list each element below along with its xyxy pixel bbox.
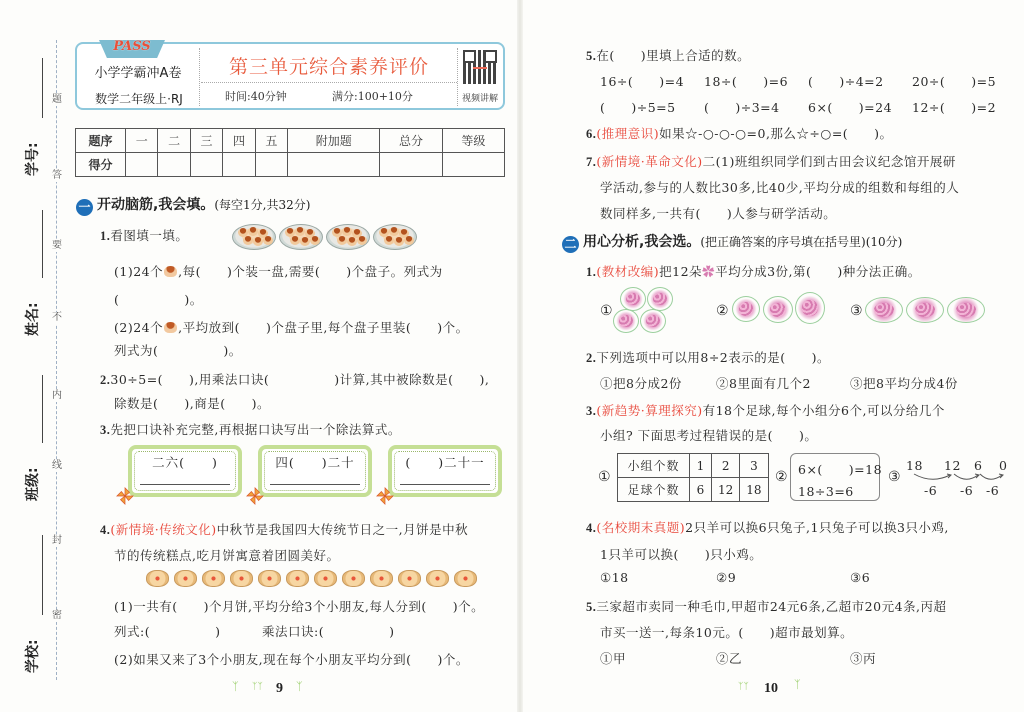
question-text: 二(1)班组织同学们到古田会议纪念馆开展研 bbox=[702, 154, 956, 169]
question-text: 在( )里填上合适的数。 bbox=[596, 48, 751, 63]
question-7-line-3: 数同样多,一共有( )人参与研学活动。 bbox=[600, 206, 837, 221]
option[interactable]: ①甲 bbox=[600, 651, 627, 666]
pinwheel-icon bbox=[376, 487, 394, 505]
answer-line[interactable] bbox=[400, 484, 490, 485]
option-label[interactable]: ③ bbox=[888, 469, 902, 485]
sprout-icon: ᛉᛉ bbox=[252, 682, 263, 692]
option[interactable]: ②8里面有几个2 bbox=[716, 376, 811, 391]
page-number: 9 bbox=[276, 681, 283, 696]
option-label[interactable]: ① bbox=[598, 469, 612, 485]
table-cell: 五 bbox=[255, 129, 287, 153]
answer-line[interactable] bbox=[270, 484, 360, 485]
question-1-part-2: (2)24个 ,平均放到( )个盘子里,每个盘子里装( )个。 bbox=[114, 320, 469, 335]
score-input-cell[interactable] bbox=[255, 153, 287, 177]
question-number: 1. bbox=[586, 265, 597, 279]
page-number: 10 bbox=[764, 681, 778, 696]
right-page bbox=[520, 0, 1024, 712]
rhyme-box[interactable] bbox=[258, 445, 372, 497]
question-text: 30÷5=( ),用乘法口诀( )计算,其中被除数是( ), bbox=[110, 372, 490, 387]
question-text: 下列选项中可以用8÷2表示的是( )。 bbox=[596, 350, 831, 365]
mooncake-icon bbox=[398, 570, 421, 587]
choice-question-2 bbox=[586, 348, 830, 366]
question-7-line-2: 学活动,参与的人数比30多,比40少,平均分成的组数和每组的人 bbox=[600, 180, 960, 195]
option[interactable]: ③丙 bbox=[850, 651, 877, 666]
flower-group-icon bbox=[620, 287, 646, 311]
equation-blank[interactable]: 12÷( )=2 bbox=[912, 100, 997, 115]
rhyme-box[interactable] bbox=[128, 445, 242, 497]
section-note: (把正确答案的序号填在括号里)(10分) bbox=[700, 235, 903, 249]
question-number: 3. bbox=[586, 404, 597, 418]
question-number: 4. bbox=[586, 521, 597, 535]
flower-icon: ✿ bbox=[702, 264, 716, 279]
mooncake-icon bbox=[370, 570, 393, 587]
school-label: 学校: bbox=[25, 639, 41, 673]
divider bbox=[199, 48, 200, 106]
seal-word: 答 bbox=[52, 170, 62, 181]
flower-group-icon bbox=[640, 309, 666, 333]
question-text: 中秋节是我国四大传统节日之一,月饼是中秋 bbox=[216, 522, 469, 537]
sequence-number: 6 bbox=[974, 458, 983, 473]
question-number: 1. bbox=[100, 229, 111, 243]
table-cell: 二 bbox=[158, 129, 190, 153]
question-number: 5. bbox=[586, 49, 597, 63]
question-text: 2只羊可以换6只兔子,1只兔子可以换3只小鸡, bbox=[685, 520, 949, 535]
rhyme-text: 四( )二十 bbox=[275, 455, 355, 470]
question-tag: (推理意识) bbox=[596, 126, 660, 141]
class-label: 班级: bbox=[25, 467, 41, 501]
bun-icon bbox=[164, 266, 177, 277]
table-cell: 3 bbox=[740, 454, 768, 478]
time-limit: 时间:40分钟 bbox=[225, 90, 287, 103]
question-tag: (新趋势·算理探究) bbox=[596, 403, 703, 418]
sprout-icon: ᛉ bbox=[794, 678, 801, 691]
rhyme-blank[interactable]: 乘法口诀:( ) bbox=[262, 624, 395, 639]
table-row bbox=[76, 129, 505, 153]
section-badge: 二 bbox=[562, 236, 579, 253]
question-number: 4. bbox=[100, 523, 111, 537]
school-line[interactable] bbox=[42, 535, 43, 615]
mooncake-icon bbox=[146, 570, 169, 587]
choice-question-3-line-2: 小组? 下面思考过程错误的是( )。 bbox=[600, 428, 818, 443]
exam-header bbox=[75, 39, 505, 110]
score-input-cell[interactable] bbox=[126, 153, 158, 177]
question-2-line-2: 除数是( ),商是( )。 bbox=[114, 396, 270, 411]
table-cell: 附加题 bbox=[288, 129, 380, 153]
table-cell: 三 bbox=[190, 129, 222, 153]
table-cell: 一 bbox=[126, 129, 158, 153]
seal-word: 要 bbox=[52, 240, 62, 251]
table-cell: 等级 bbox=[442, 129, 504, 153]
step-label: -6 bbox=[960, 483, 974, 498]
seal-word: 题 bbox=[52, 94, 62, 105]
option-label[interactable]: ② bbox=[775, 469, 789, 485]
question-text: 三家超市卖同一种毛巾,甲超市24元6条,乙超市20元4条,丙超 bbox=[596, 599, 947, 614]
question-2 bbox=[100, 370, 489, 388]
qr-code-icon[interactable] bbox=[463, 50, 497, 84]
option[interactable]: ②乙 bbox=[716, 651, 743, 666]
pinwheel-icon bbox=[246, 487, 264, 505]
divider bbox=[201, 82, 457, 83]
exam-title: 第三单元综合素养评价 bbox=[228, 56, 429, 78]
option-label[interactable]: ② bbox=[716, 303, 730, 319]
score-table bbox=[75, 128, 505, 177]
option-label[interactable]: ① bbox=[600, 303, 614, 319]
score-input-cell[interactable] bbox=[288, 153, 380, 177]
option[interactable]: ①把8分成2份 bbox=[600, 376, 682, 391]
binding-strip bbox=[0, 40, 80, 680]
seal-word: 线 bbox=[52, 460, 62, 471]
seal-line bbox=[56, 40, 57, 680]
sprout-icon: ᛉ bbox=[296, 680, 303, 693]
student-name-field[interactable] bbox=[22, 210, 46, 340]
sequence-number: 0 bbox=[999, 458, 1008, 473]
table-cell: 小组个数 bbox=[618, 454, 690, 478]
flower-group-icon bbox=[613, 309, 639, 333]
question-number: 2. bbox=[100, 373, 111, 387]
class-line[interactable] bbox=[42, 375, 43, 443]
mooncake-icon bbox=[230, 570, 253, 587]
section-title: 开动脑筋,我会填。 bbox=[97, 197, 215, 213]
choice-question-5 bbox=[586, 597, 947, 615]
score-input-cell[interactable] bbox=[190, 153, 222, 177]
question-tag: (新情境·传统文化) bbox=[110, 522, 217, 537]
question-number: 5. bbox=[586, 600, 597, 614]
question-number: 7. bbox=[586, 155, 597, 169]
question-4-part-1: (1)一共有( )个月饼,平均分给3个小朋友,每人分到( )个。 bbox=[114, 599, 485, 614]
table-cell: 2 bbox=[712, 454, 740, 478]
mooncake-icon bbox=[174, 570, 197, 587]
seal-word: 内 bbox=[52, 390, 62, 401]
grouping-table bbox=[617, 453, 769, 502]
question-3 bbox=[100, 420, 401, 438]
flower-group-icon bbox=[763, 296, 793, 323]
section-title: 用心分析,我会选。 bbox=[583, 234, 701, 250]
mooncake-icon bbox=[314, 570, 337, 587]
question-1 bbox=[100, 226, 188, 244]
choice-question-4 bbox=[586, 518, 949, 536]
rhyme-text: ( )二十一 bbox=[405, 455, 485, 470]
equation-blank[interactable]: 6×( )=24 bbox=[808, 100, 893, 115]
sprout-icon: ᛉ bbox=[232, 680, 239, 693]
table-cell: 6 bbox=[690, 478, 712, 502]
bun-icon bbox=[164, 322, 177, 333]
flower-group-icon bbox=[947, 297, 985, 323]
equation-blank[interactable]: ( )÷4=2 bbox=[808, 74, 884, 89]
question-1-part-1: (1)24个 ,每( )个装一盘,需要( )个盘子。列式为 bbox=[114, 264, 443, 279]
question-number: 2. bbox=[586, 351, 597, 365]
option[interactable]: ③6 bbox=[850, 570, 871, 585]
mooncake-icon bbox=[454, 570, 477, 587]
question-tag: (新情境·革命文化) bbox=[596, 154, 703, 169]
video-explanation-label: 视频讲解 bbox=[461, 94, 498, 104]
table-row bbox=[76, 153, 505, 177]
section-badge: 一 bbox=[76, 199, 93, 216]
class-field[interactable] bbox=[22, 375, 46, 505]
question-4-part-2: (2)如果又来了3个小朋友,现在每个小朋友平均分到( )个。 bbox=[114, 652, 469, 667]
sequence-number: 12 bbox=[944, 458, 961, 473]
score-input-cell[interactable] bbox=[158, 153, 190, 177]
question-text: 先把口诀补充完整,再根据口诀写出一个除法算式。 bbox=[110, 422, 401, 437]
option[interactable]: ③把8平均分成4份 bbox=[850, 376, 958, 391]
question-tag: (教材改编) bbox=[596, 264, 660, 279]
equation-blank[interactable]: ( )÷5=5 bbox=[600, 100, 676, 115]
choice-question-3 bbox=[586, 401, 945, 419]
seal-word: 密 bbox=[52, 610, 62, 621]
full-score: 满分:100+10分 bbox=[332, 90, 413, 103]
student-number-line[interactable] bbox=[42, 58, 43, 118]
mooncake-icon bbox=[258, 570, 281, 587]
series-name: 小学学霸冲A卷 bbox=[94, 66, 182, 81]
student-number-label: 学号: bbox=[25, 142, 41, 176]
student-name-line[interactable] bbox=[42, 210, 43, 278]
equation-line: 18÷3=6 bbox=[798, 484, 854, 499]
question-4 bbox=[100, 520, 468, 538]
pass-logo: PASS bbox=[113, 39, 151, 54]
table-row bbox=[618, 454, 769, 478]
formula-blank[interactable]: 列式:( ) bbox=[114, 624, 221, 639]
mooncake-icon bbox=[342, 570, 365, 587]
mooncake-icon bbox=[202, 570, 225, 587]
question-text: 如果☆-○-○-○=0,那么☆÷○=( )。 bbox=[659, 126, 893, 141]
question-tag: (名校期末真题) bbox=[596, 520, 686, 535]
table-cell: 总分 bbox=[380, 129, 442, 153]
option[interactable]: ②9 bbox=[716, 570, 737, 585]
question-7 bbox=[586, 152, 956, 170]
mooncake-icon bbox=[426, 570, 449, 587]
flower-group-icon bbox=[865, 297, 903, 323]
equation-blank[interactable]: ( )÷3=4 bbox=[704, 100, 780, 115]
pinwheel-icon bbox=[116, 487, 134, 505]
grade-label: 数学二年级上·RJ bbox=[95, 92, 183, 106]
mooncake-icon bbox=[286, 570, 309, 587]
answer-line[interactable] bbox=[140, 484, 230, 485]
choice-question-5-line-2: 市买一送一,每条10元。( )超市最划算。 bbox=[600, 625, 854, 640]
rhyme-box[interactable] bbox=[388, 445, 502, 497]
option-label[interactable]: ③ bbox=[850, 303, 864, 319]
question-4-line-2: 节的传统糕点,吃月饼寓意着团圆美好。 bbox=[114, 548, 340, 563]
rhyme-text: 二六( ) bbox=[152, 455, 218, 470]
table-cell: 得分 bbox=[76, 153, 126, 177]
question-6 bbox=[586, 124, 893, 142]
question-number: 6. bbox=[586, 127, 597, 141]
answer-blank[interactable]: ( )。 bbox=[114, 292, 203, 307]
equation-blank[interactable]: 16÷( )=4 bbox=[600, 74, 685, 89]
student-name-label: 姓名: bbox=[25, 302, 41, 336]
table-row bbox=[618, 478, 769, 502]
table-cell: 1 bbox=[690, 454, 712, 478]
table-cell: 12 bbox=[712, 478, 740, 502]
sequence-number: 18 bbox=[906, 458, 923, 473]
equation-blank[interactable]: 20÷( )=5 bbox=[912, 74, 997, 89]
answer-blank[interactable]: 列式为( )。 bbox=[114, 343, 242, 358]
question-text: 看图填一填。 bbox=[110, 228, 189, 243]
score-input-cell[interactable] bbox=[380, 153, 442, 177]
step-label: -6 bbox=[986, 483, 1000, 498]
seal-word: 不 bbox=[52, 312, 62, 323]
flower-group-icon bbox=[795, 292, 825, 324]
table-cell: 四 bbox=[223, 129, 255, 153]
choice-question-4-line-2: 1只羊可以换( )只小鸡。 bbox=[600, 547, 763, 562]
student-number-field[interactable] bbox=[22, 58, 46, 178]
seal-word: 封 bbox=[52, 535, 62, 546]
option[interactable]: ①18 bbox=[600, 570, 629, 585]
table-cell: 足球个数 bbox=[618, 478, 690, 502]
flower-group-icon bbox=[647, 287, 673, 311]
question-text: 有18个足球,每个小组分6个,可以分给几个 bbox=[702, 403, 945, 418]
flower-group-icon bbox=[906, 297, 944, 323]
step-label: -6 bbox=[924, 483, 938, 498]
equation-line: 6×( )=18 bbox=[798, 462, 883, 477]
score-input-cell[interactable] bbox=[223, 153, 255, 177]
section-1-heading bbox=[76, 194, 310, 216]
flower-group-icon bbox=[732, 296, 760, 322]
sprout-icon: ᛉᛉ bbox=[738, 682, 749, 692]
choice-question-1: 1.(教材改编)把12朵✿平均分成3份,第( )种分法正确。 bbox=[586, 264, 921, 279]
section-2-heading bbox=[562, 231, 902, 253]
score-input-cell[interactable] bbox=[442, 153, 504, 177]
section-note: (每空1分,共32分) bbox=[214, 198, 311, 212]
question-5 bbox=[586, 46, 750, 64]
school-field[interactable] bbox=[22, 535, 46, 675]
equation-blank[interactable]: 18÷( )=6 bbox=[704, 74, 789, 89]
table-cell: 18 bbox=[740, 478, 768, 502]
question-number: 3. bbox=[100, 423, 111, 437]
table-cell: 题序 bbox=[76, 129, 126, 153]
